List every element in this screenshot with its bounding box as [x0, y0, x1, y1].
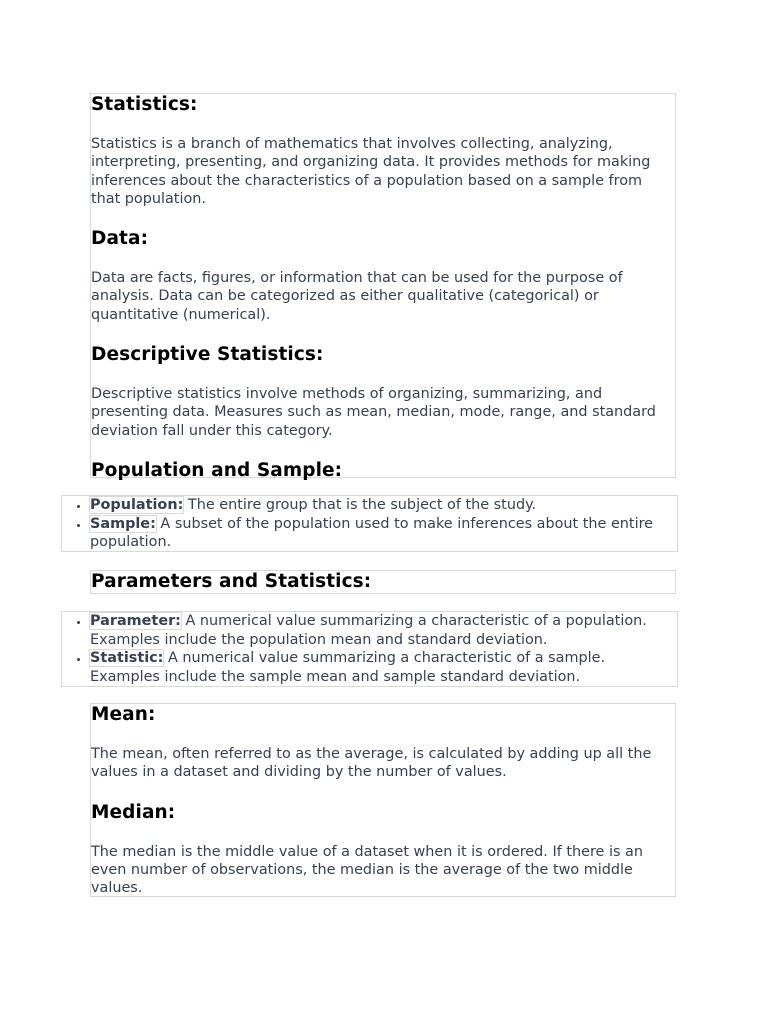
term-sample: Sample: [90, 515, 156, 532]
heading-block-parameters [90, 570, 676, 594]
term-population: Population: [90, 497, 184, 513]
paragraph-descriptive-statistics: Descriptive statistics involve methods of organizing, summarizing, and presenting data. Measures such as mean, median, mode, range, and standard deviation fall under this category. [91, 386, 656, 439]
list-population-sample [61, 495, 678, 552]
definition-statistic: A numerical value summarizing a characteristic of a sample. Examples include the sample mean and sample standard deviation. [90, 650, 606, 685]
heading-descriptive-statistics: Descriptive Statistics: [91, 344, 324, 366]
heading-population-and-sample: Population and Sample: [91, 459, 343, 481]
definition-population: The entire group that is the subject of the study. [183, 497, 537, 513]
paragraph-statistics: Statistics is a branch of mathematics that involves collecting, analyzing, interpreting, presenting, and organizing data. It provides methods for making inferences about the characteristics of a population based on a sample from that population. [91, 136, 651, 207]
list-item-sample [90, 515, 677, 552]
list-item-population [90, 496, 677, 515]
heading-data: Data: [91, 228, 149, 250]
term-parameter: Parameter: [90, 613, 181, 629]
term-statistic: Statistic: [90, 650, 164, 666]
content-block-mean-median [90, 703, 676, 897]
heading-median: Median: [91, 801, 176, 823]
paragraph-data: Data are facts, figures, or information that can be used for the purpose of analysis. Data can be categorized as either qualitative (categorical) or quantitative (numerical). [91, 270, 623, 323]
paragraph-median: The median is the middle value of a dataset when it is ordered. If there is an even number of observations, the median is the average of the two middle values. [91, 843, 643, 897]
list-item-parameter [90, 612, 677, 649]
list-parameters-statistics [61, 611, 678, 687]
heading-statistics: Statistics: [91, 94, 198, 115]
list-item-statistic [90, 649, 677, 686]
heading-mean: Mean: [91, 704, 156, 725]
paragraph-mean: The mean, often referred to as the average, is calculated by adding up all the values in a dataset and dividing by the number of values. [91, 746, 652, 781]
definition-sample: A subset of the population used to make inferences about the entire population. [90, 515, 654, 550]
definition-parameter: A numerical value summarizing a characteristic of a population. Examples include the population mean and standard deviation. [90, 613, 647, 648]
heading-parameters-and-statistics: Parameters and Statistics: [91, 571, 372, 592]
content-block-intro [90, 93, 676, 481]
